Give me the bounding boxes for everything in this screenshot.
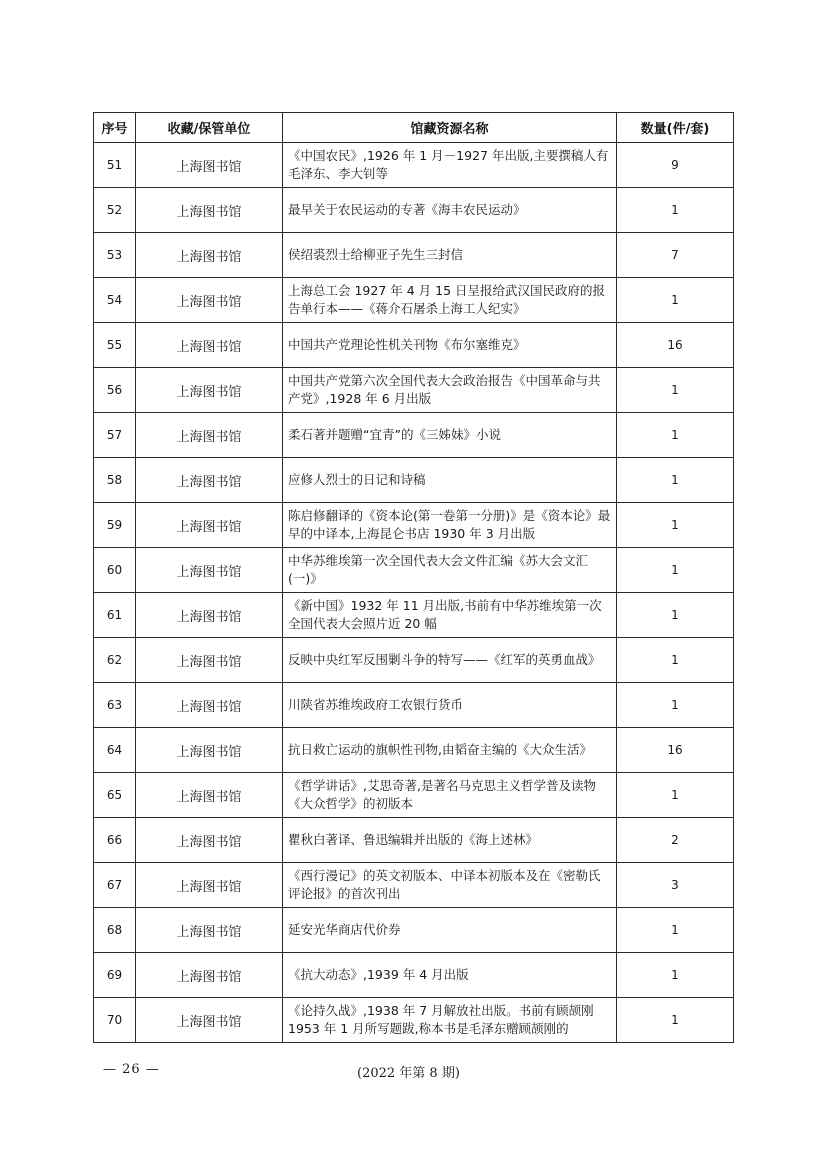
cell-qty: 1 — [617, 638, 734, 683]
cell-qty: 1 — [617, 503, 734, 548]
cell-name: 川陕省苏维埃政府工农银行货币 — [283, 683, 617, 728]
cell-unit: 上海图书馆 — [136, 143, 283, 188]
table-row — [94, 278, 734, 323]
cell-qty: 1 — [617, 458, 734, 503]
cell-name: 上海总工会 1927 年 4 月 15 日呈报给武汉国民政府的报告单行本——《蒋介石屠杀上海工人纪实》 — [283, 278, 617, 323]
cell-name: 《中国农民》,1926 年 1 月－1927 年出版,主要撰稿人有毛泽东、李大钊等 — [283, 143, 617, 188]
cell-name: 《论持久战》,1938 年 7 月解放社出版。书前有顾颉刚1953 年 1 月所写题跋,称本书是毛泽东赠顾颉刚的 — [283, 998, 617, 1043]
header-name: 馆藏资源名称 — [283, 113, 617, 143]
cell-name: 最早关于农民运动的专著《海丰农民运动》 — [283, 188, 617, 233]
cell-qty: 7 — [617, 233, 734, 278]
cell-qty: 1 — [617, 953, 734, 998]
cell-no: 56 — [94, 368, 136, 413]
cell-qty: 3 — [617, 863, 734, 908]
table-row — [94, 413, 734, 458]
cell-no: 54 — [94, 278, 136, 323]
cell-no: 53 — [94, 233, 136, 278]
table-row — [94, 728, 734, 773]
collection-table — [93, 112, 734, 1043]
cell-no: 70 — [94, 998, 136, 1043]
cell-unit: 上海图书馆 — [136, 278, 283, 323]
table-body — [94, 143, 734, 1043]
cell-qty: 16 — [617, 728, 734, 773]
cell-qty: 2 — [617, 818, 734, 863]
cell-no: 63 — [94, 683, 136, 728]
cell-unit: 上海图书馆 — [136, 773, 283, 818]
cell-unit: 上海图书馆 — [136, 503, 283, 548]
table-row — [94, 188, 734, 233]
cell-name: 柔石著并题赠“宜青”的《三姊妹》小说 — [283, 413, 617, 458]
table-row — [94, 593, 734, 638]
cell-name: 中国共产党第六次全国代表大会政治报告《中国革命与共产党》,1928 年 6 月出版 — [283, 368, 617, 413]
cell-no: 64 — [94, 728, 136, 773]
cell-qty: 1 — [617, 278, 734, 323]
cell-qty: 1 — [617, 908, 734, 953]
cell-qty: 1 — [617, 998, 734, 1043]
cell-unit: 上海图书馆 — [136, 368, 283, 413]
table-row — [94, 368, 734, 413]
cell-qty: 1 — [617, 593, 734, 638]
cell-qty: 1 — [617, 368, 734, 413]
cell-unit: 上海图书馆 — [136, 683, 283, 728]
cell-unit: 上海图书馆 — [136, 863, 283, 908]
cell-no: 65 — [94, 773, 136, 818]
cell-qty: 1 — [617, 548, 734, 593]
cell-unit: 上海图书馆 — [136, 413, 283, 458]
table-row — [94, 818, 734, 863]
cell-name: 反映中央红军反围剿斗争的特写——《红军的英勇血战》 — [283, 638, 617, 683]
cell-name: 中华苏维埃第一次全国代表大会文件汇编《苏大会文汇(一)》 — [283, 548, 617, 593]
header-qty: 数量(件/套) — [617, 113, 734, 143]
cell-qty: 1 — [617, 413, 734, 458]
cell-unit: 上海图书馆 — [136, 818, 283, 863]
cell-name: 中国共产党理论性机关刊物《布尔塞维克》 — [283, 323, 617, 368]
cell-no: 55 — [94, 323, 136, 368]
cell-unit: 上海图书馆 — [136, 323, 283, 368]
cell-no: 51 — [94, 143, 136, 188]
cell-name: 应修人烈士的日记和诗稿 — [283, 458, 617, 503]
cell-no: 60 — [94, 548, 136, 593]
table-row — [94, 323, 734, 368]
cell-qty: 1 — [617, 683, 734, 728]
cell-no: 62 — [94, 638, 136, 683]
cell-qty: 1 — [617, 773, 734, 818]
cell-unit: 上海图书馆 — [136, 233, 283, 278]
cell-name: 侯绍裘烈士给柳亚子先生三封信 — [283, 233, 617, 278]
header-no: 序号 — [94, 113, 136, 143]
cell-unit: 上海图书馆 — [136, 593, 283, 638]
cell-name: 陈启修翻译的《资本论(第一卷第一分册)》是《资本论》最早的中译本,上海昆仑书店 1930 年 3 月出版 — [283, 503, 617, 548]
cell-no: 52 — [94, 188, 136, 233]
cell-no: 66 — [94, 818, 136, 863]
cell-no: 57 — [94, 413, 136, 458]
cell-unit: 上海图书馆 — [136, 188, 283, 233]
cell-unit: 上海图书馆 — [136, 548, 283, 593]
page-number: — 26 — — [103, 1062, 160, 1077]
cell-unit: 上海图书馆 — [136, 998, 283, 1043]
table-row — [94, 863, 734, 908]
issue-label: (2022 年第 8 期) — [357, 1066, 460, 1081]
cell-qty: 1 — [617, 188, 734, 233]
cell-no: 69 — [94, 953, 136, 998]
cell-name: 《哲学讲话》,艾思奇著,是著名马克思主义哲学普及读物《大众哲学》的初版本 — [283, 773, 617, 818]
cell-no: 61 — [94, 593, 136, 638]
cell-qty: 9 — [617, 143, 734, 188]
table-row — [94, 503, 734, 548]
cell-unit: 上海图书馆 — [136, 908, 283, 953]
cell-name: 瞿秋白著译、鲁迅编辑并出版的《海上述林》 — [283, 818, 617, 863]
cell-no: 59 — [94, 503, 136, 548]
header-unit: 收藏/保管单位 — [136, 113, 283, 143]
cell-no: 58 — [94, 458, 136, 503]
cell-name: 抗日救亡运动的旗帜性刊物,由韬奋主编的《大众生活》 — [283, 728, 617, 773]
table-row — [94, 908, 734, 953]
cell-name: 《西行漫记》的英文初版本、中译本初版本及在《密勒氏评论报》的首次刊出 — [283, 863, 617, 908]
cell-qty: 16 — [617, 323, 734, 368]
cell-name: 延安光华商店代价券 — [283, 908, 617, 953]
table-row — [94, 683, 734, 728]
table-row — [94, 998, 734, 1043]
table-row — [94, 458, 734, 503]
table-row — [94, 143, 734, 188]
cell-no: 68 — [94, 908, 136, 953]
cell-name: 《新中国》1932 年 11 月出版,书前有中华苏维埃第一次全国代表大会照片近 20 幅 — [283, 593, 617, 638]
cell-unit: 上海图书馆 — [136, 728, 283, 773]
table-row — [94, 548, 734, 593]
cell-unit: 上海图书馆 — [136, 953, 283, 998]
cell-unit: 上海图书馆 — [136, 638, 283, 683]
cell-name: 《抗大动态》,1939 年 4 月出版 — [283, 953, 617, 998]
table-row — [94, 773, 734, 818]
cell-unit: 上海图书馆 — [136, 458, 283, 503]
cell-no: 67 — [94, 863, 136, 908]
table-row — [94, 233, 734, 278]
table-row — [94, 953, 734, 998]
table-header-row — [94, 113, 734, 143]
table-row — [94, 638, 734, 683]
